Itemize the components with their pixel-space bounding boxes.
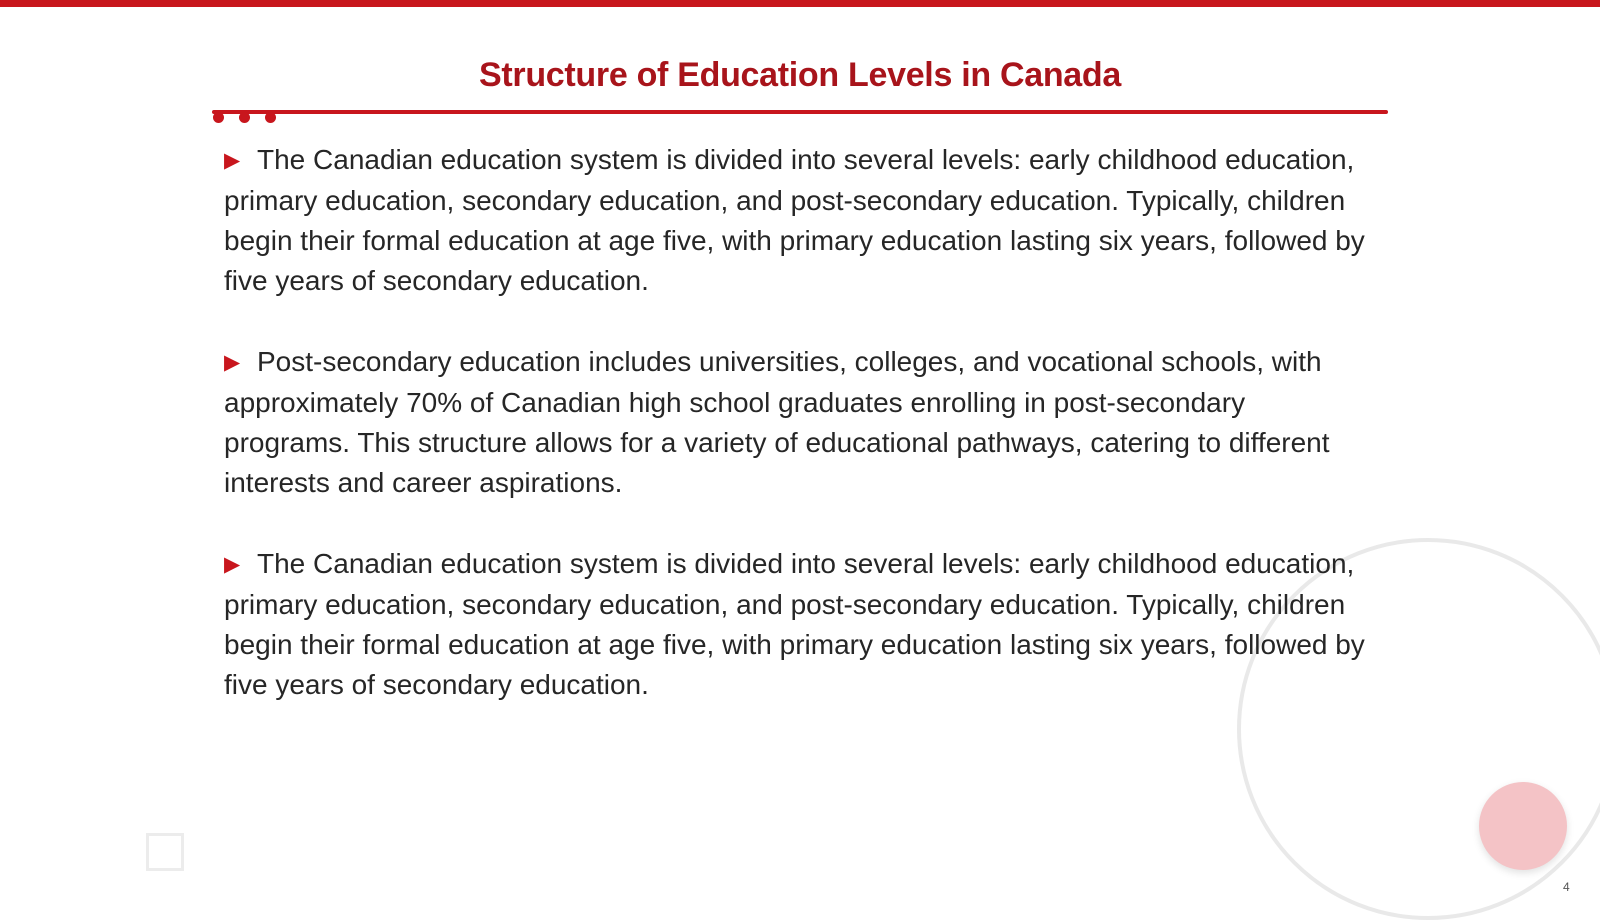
underline-dot-2 [239, 112, 250, 123]
top-accent-bar [0, 0, 1600, 7]
bullet-item [224, 544, 1374, 705]
bullet-list [224, 140, 1374, 746]
underline-dot-3 [265, 112, 276, 123]
page-number: 4 [1563, 880, 1570, 894]
bullet-text: The Canadian education system is divided into several levels: early childhood education, primary education, secondary education, and post-secondary education. Typically, children begin their formal education at age five, with primary education lasting six years, followed by five years of secondary education. [224, 548, 1365, 700]
bullet-text: Post-secondary education includes universities, colleges, and vocational schools, with approximately 70% of Canadian high school graduates enrolling in post-secondary programs. This structure allows for a variety of educational pathways, catering to different interests and career aspirations. [224, 346, 1330, 498]
decorative-pink-circle [1479, 782, 1567, 870]
decorative-square [146, 833, 184, 871]
triangle-right-icon: ▶ [224, 351, 241, 374]
slide-title: Structure of Education Levels in Canada [479, 56, 1121, 94]
title-underline [212, 110, 1388, 114]
triangle-right-icon: ▶ [224, 149, 241, 172]
triangle-right-icon: ▶ [224, 553, 241, 576]
underline-dot-1 [213, 112, 224, 123]
bullet-text: The Canadian education system is divided into several levels: early childhood education, primary education, secondary education, and post-secondary education. Typically, children begin their formal education at age five, with primary education lasting six years, followed by five years of secondary education. [224, 144, 1365, 296]
bullet-item [224, 140, 1374, 301]
bullet-item [224, 342, 1374, 503]
